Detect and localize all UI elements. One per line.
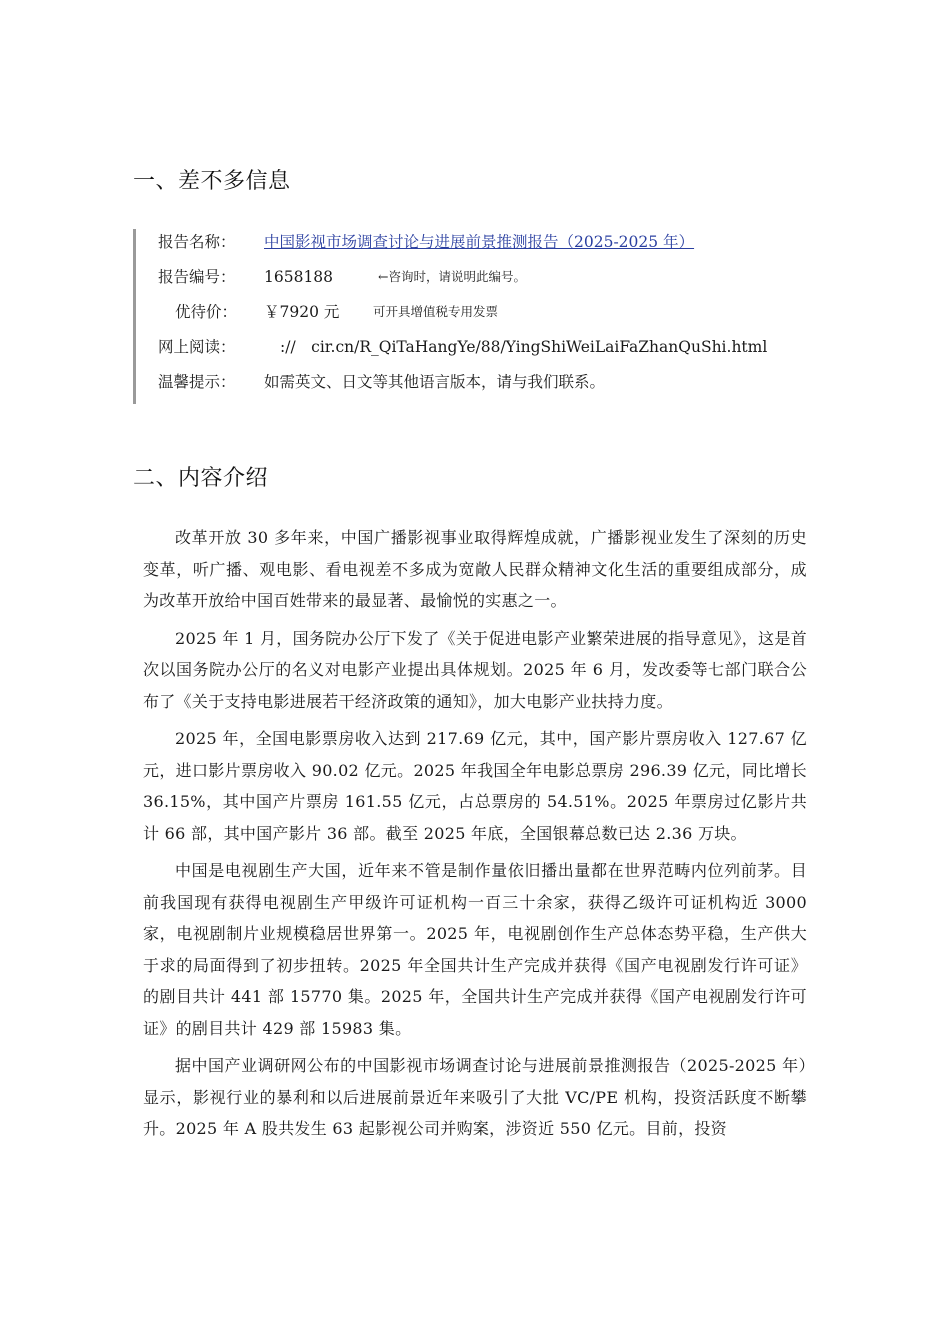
report-name-label: 报告名称： — [158, 233, 236, 251]
report-number-note: ←咨询时，请说明此编号。 — [378, 269, 526, 284]
price-value: ￥7920 元 — [264, 303, 340, 321]
report-name-link[interactable]: 中国影视市场调查讨论与进展前景推测报告（2025-2025 年） — [264, 233, 695, 251]
paragraph-reform-history: 改革开放 30 多年来，中国广播影视事业取得辉煌成就，广播影视业发生了深刻的历史变革，听广播、观电影、看电视差不多成为宽敞人民群众精神文化生活的重要组成部分，成为改革开放给中国百姓带来的最显著、最愉悦的实惠之一。 — [143, 528, 807, 610]
section-heading-content-intro: 二、内容介绍 — [133, 466, 269, 491]
paragraph-investment: 据中国产业调研网公布的中国影视市场调查讨论与进展前景推测报告（2025-2025 年）显示，影视行业的暴利和以后进展前景近年来吸引了大批 VC/PE 机构，投资活跃度不断攀升。2025 年 A 股共发生 63 起影视公司并购案，涉资近 550 亿元。目前，投资 — [143, 1056, 807, 1138]
tip-label: 温馨提示： — [158, 373, 236, 391]
online-reading-url[interactable]: :// cir.cn/R_QiTaHangYe/88/YingShiWeiLaiFaZhanQuShi.html — [280, 338, 768, 356]
paragraph-box-office: 2025 年，全国电影票房收入达到 217.69 亿元，其中，国产影片票房收入 127.67 亿元，进口影片票房收入 90.02 亿元。2025 年我国全年电影总票房 296.39 亿元，同比增长 36.15%，其中国产片票房 161.55 亿元，占总票房的 54.51%。2025 年票房过亿影片共计 66 部，其中国产影片 36 部。截至 2025 年底，全国银幕总数已达 2.36 万块。 — [143, 729, 807, 843]
report-info-block — [133, 229, 773, 404]
report-number-label: 报告编号： — [158, 268, 236, 286]
price-label: 优待价： — [175, 303, 238, 321]
online-reading-label: 网上阅读： — [158, 338, 236, 356]
invoice-note: 可开具增值税专用发票 — [373, 304, 499, 319]
content-body — [143, 522, 807, 1151]
report-number-value: 1658188 — [264, 268, 334, 286]
paragraph-film-policy: 2025 年 1 月，国务院办公厅下发了《关于促进电影产业繁荣进展的指导意见》，这是首次以国务院办公厅的名义对电影产业提出具体规划。2025 年 6 月，发改委等七部门联合公布了《关于支持电影进展若干经济政策的通知》，加大电影产业扶持力度。 — [143, 628, 807, 711]
section-heading-basic-info: 一、差不多信息 — [133, 169, 291, 194]
paragraph-tv-drama: 中国是电视剧生产大国，近年来不管是制作量依旧播出量都在世界范畴内位列前茅。目前我国现有获得电视剧生产甲级许可证机构一百三十余家，获得乙级许可证机构近 3000 家，电视剧制片业规模稳居世界第一。2025 年，电视剧创作生产总体态势平稳，生产供大于求的局面得到了初步扭转。2025 年全国共计生产完成并获得《国产电视剧发行许可证》的剧目共计 441 部 15770 集。2025 年，全国共计生产完成并获得《国产电视剧发行许可证》的剧目共计 429 部 15983 集。 — [143, 861, 807, 1038]
tip-value: 如需英文、日文等其他语言版本，请与我们联系。 — [264, 373, 606, 391]
